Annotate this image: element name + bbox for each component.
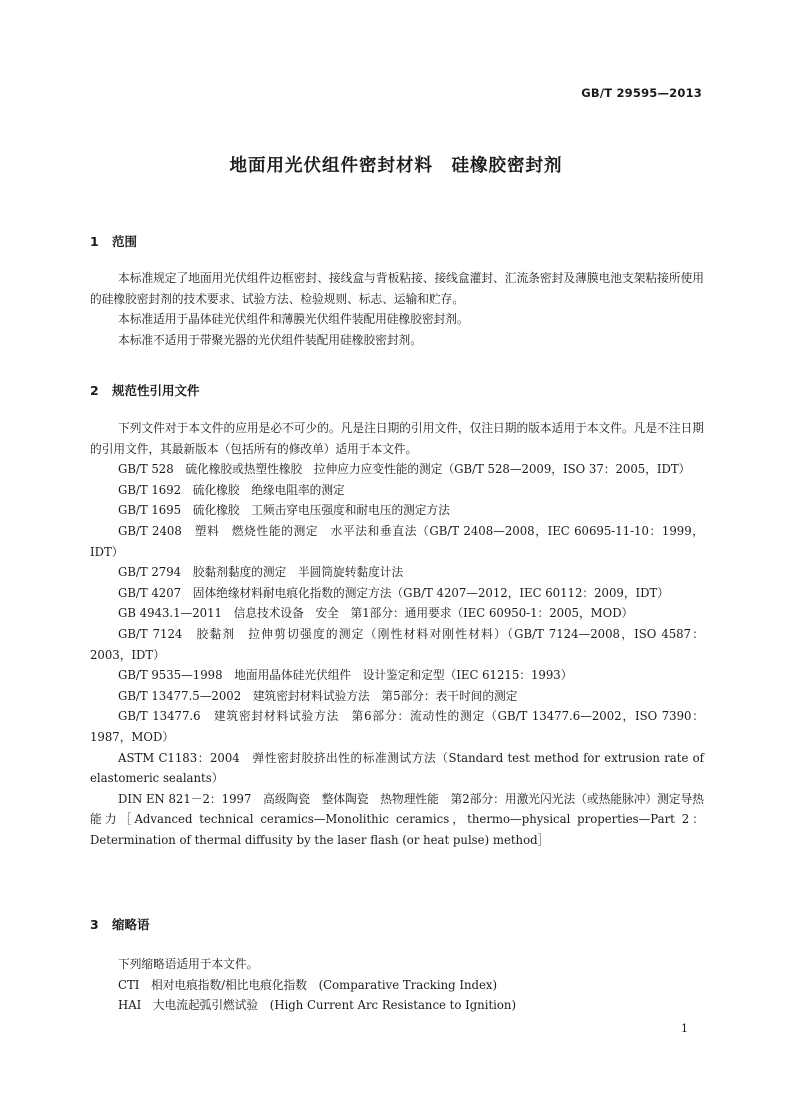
section-3-heading [90, 915, 150, 933]
paragraph: 本标准不适用于带聚光器的光伏组件装配用硅橡胶密封剂。 [118, 332, 422, 347]
section-3-number: 3 [90, 917, 99, 932]
paragraph: 下列文件对于本文件的应用是必不可少的。凡是注日期的引用文件，仅注日期的版本适用于本文件。凡是不注日期的引用文件，其最新版本（包括所有的修改单）适用于本文件。 [90, 421, 704, 456]
section-2-number: 2 [90, 383, 99, 398]
paragraph: 本标准适用于晶体硅光伏组件和薄膜光伏组件装配用硅橡胶密封剂。 [118, 312, 469, 327]
section-3-title: 缩略语 [112, 917, 150, 932]
reference-item: GB/T 7124 胶黏剂 拉伸剪切强度的测定（刚性材料对刚性材料）（GB/T 7124—2008，ISO 4587：2003，IDT） [90, 626, 704, 662]
section-2-body [90, 418, 704, 850]
abbreviation-item: HAI 大电流起弧引燃试验 (High Current Arc Resistance to Ignition) [118, 998, 517, 1013]
document-title: 地面用光伏组件密封材料 硅橡胶密封剂 [229, 156, 563, 176]
paragraph: 下列缩略语适用于本文件。 [118, 957, 259, 971]
standard-number: GB/T 29595—2013 [581, 86, 702, 100]
reference-item: GB/T 13477.5—2002 建筑密封材料试验方法 第5部分：表干时间的测定 [118, 688, 518, 703]
reference-item: DIN EN 821－2：1997 高级陶瓷 整体陶瓷 热物理性能 第2部分：用激光闪光法（或热能脉冲）测定导热能力［Advanced technical ceramics—Monolithic ceramics，thermo—physical properties—Part 2：Determination of thermal diffusity by the laser flash (or heat pulse) method］ [90, 791, 704, 847]
section-1-body [90, 268, 704, 350]
reference-item: GB/T 9535—1998 地面用晶体硅光伏组件 设计鉴定和定型（IEC 61215：1993） [118, 668, 573, 683]
reference-item: GB/T 4207 固体绝缘材料耐电痕化指数的测定方法（GB/T 4207—2012，IEC 60112：2009，IDT） [118, 585, 669, 600]
section-2-title: 规范性引用文件 [112, 383, 200, 398]
reference-item: GB/T 2408 塑料 燃烧性能的测定 水平法和垂直法（GB/T 2408—2008，IEC 60695-11-10：1999，IDT） [90, 523, 704, 559]
reference-item: GB/T 1695 硫化橡胶 工频击穿电压强度和耐电压的测定方法 [118, 503, 450, 518]
section-1-heading [90, 232, 137, 250]
reference-item: GB/T 2794 胶黏剂黏度的测定 半圆筒旋转黏度计法 [118, 565, 404, 580]
page-number: 1 [681, 1022, 688, 1035]
section-2-heading [90, 381, 200, 399]
reference-item: GB/T 1692 硫化橡胶 绝缘电阻率的测定 [118, 482, 345, 497]
reference-item: GB 4943.1—2011 信息技术设备 安全 第1部分：通用要求（IEC 60950-1：2005，MOD） [118, 606, 634, 621]
abbreviation-item: CTI 相对电痕指数/相比电痕化指数 (Comparative Tracking Index) [118, 977, 498, 992]
section-1-number: 1 [90, 234, 99, 249]
paragraph: 本标准规定了地面用光伏组件边框密封、接线盒与背板粘接、接线盒灌封、汇流条密封及薄膜电池支架粘接所使用的硅橡胶密封剂的技术要求、试验方法、检验规则、标志、运输和贮存。 [90, 271, 704, 306]
section-3-body [90, 954, 704, 1016]
reference-item: GB/T 528 硫化橡胶或热塑性橡胶 拉伸应力应变性能的测定（GB/T 528—2009，ISO 37：2005，IDT） [118, 462, 691, 477]
section-1-title: 范围 [112, 234, 138, 249]
reference-item: GB/T 13477.6 建筑密封材料试验方法 第6部分：流动性的测定（GB/T 13477.6—2002，ISO 7390：1987，MOD） [90, 709, 704, 744]
reference-item: ASTM C1183：2004 弹性密封胶挤出性的标准测试方法（Standard test method for extrusion rate of elastomeric sealants） [90, 750, 704, 786]
